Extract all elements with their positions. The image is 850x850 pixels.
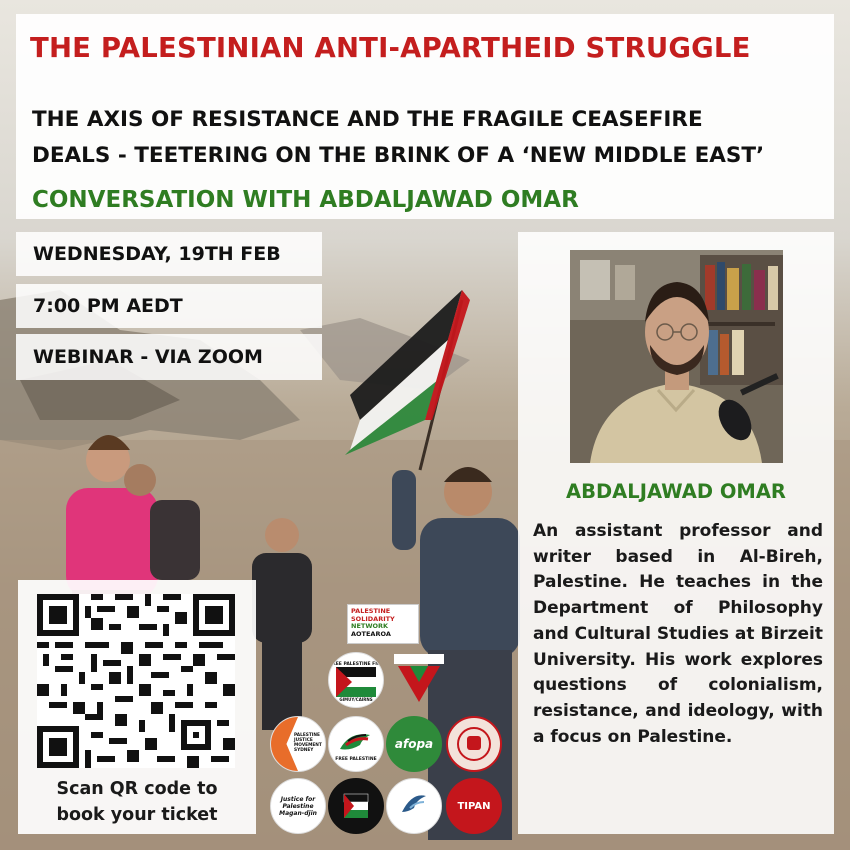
dove-icon — [336, 727, 376, 757]
logo-tipan: TIPAN — [446, 778, 502, 834]
header-panel — [16, 14, 834, 219]
qr-caption — [18, 776, 256, 828]
red-triangle-icon — [392, 652, 446, 706]
subtitle-line-1: THE AXIS OF RESISTANCE AND THE FRAGILE CEASEFIRE — [32, 107, 703, 132]
logo-justice-for-palestine-magandjin: Justice for Palestine Magan-djin — [270, 778, 326, 834]
fist-flag-icon — [341, 791, 371, 821]
logo-bird-emblem — [386, 778, 442, 834]
logo-canberra-action-group — [328, 778, 384, 834]
event-time: 7:00 PM AEDT — [16, 284, 322, 328]
bird-icon — [396, 788, 432, 824]
logo-palestine-solidarity-network: PALESTINE SOLIDARITY NETWORK AOTEAROA — [347, 604, 419, 644]
qr-code[interactable] — [37, 594, 235, 768]
fist-icon — [456, 726, 492, 762]
logo-afopa: afopa — [386, 716, 442, 772]
logo-free-palestine-melbourne: FREE PALESTINE — [328, 716, 384, 772]
speaker-bio: An assistant professor and writer based in Al-Bireh, Palestine. He teaches in the Department of Philosophy and Cultural Studies at Birzeit University. His work explores questions of colonialism, resistance, and ideology, with a focus on Palestine. — [533, 521, 823, 747]
speaker-portrait-illustration — [570, 250, 783, 463]
conversation-heading: CONVERSATION WITH ABDALJAWAD OMAR — [32, 187, 579, 213]
event-subtitle — [32, 102, 822, 174]
qr-caption-line-1: Scan QR code to — [56, 779, 218, 799]
speaker-photo — [570, 250, 783, 463]
logo-triangle-group — [392, 652, 446, 706]
event-title: THE PALESTINIAN ANTI-APARTHEID STRUGGLE — [30, 32, 751, 64]
logo-fifth-world-palestine — [446, 716, 502, 772]
ticket-panel — [18, 580, 256, 834]
logo-free-palestine-fnq: FREE PALESTINE FNQ GIMUY/CAIRNS — [328, 652, 384, 708]
speaker-panel — [518, 232, 834, 834]
speaker-name: ABDALJAWAD OMAR — [566, 480, 786, 503]
event-mode: WEBINAR - VIA ZOOM — [16, 334, 322, 380]
subtitle-line-2: DEALS - TEETERING ON THE BRINK OF A ‘NEW MIDDLE EAST’ — [32, 143, 765, 168]
flag-icon — [336, 667, 376, 697]
event-date: WEDNESDAY, 19TH FEB — [16, 232, 322, 276]
qr-caption-line-2: book your ticket — [56, 805, 218, 825]
logo-palestine-justice-movement: PALESTINE JUSTICE MOVEMENT SYDNEY — [270, 716, 326, 772]
